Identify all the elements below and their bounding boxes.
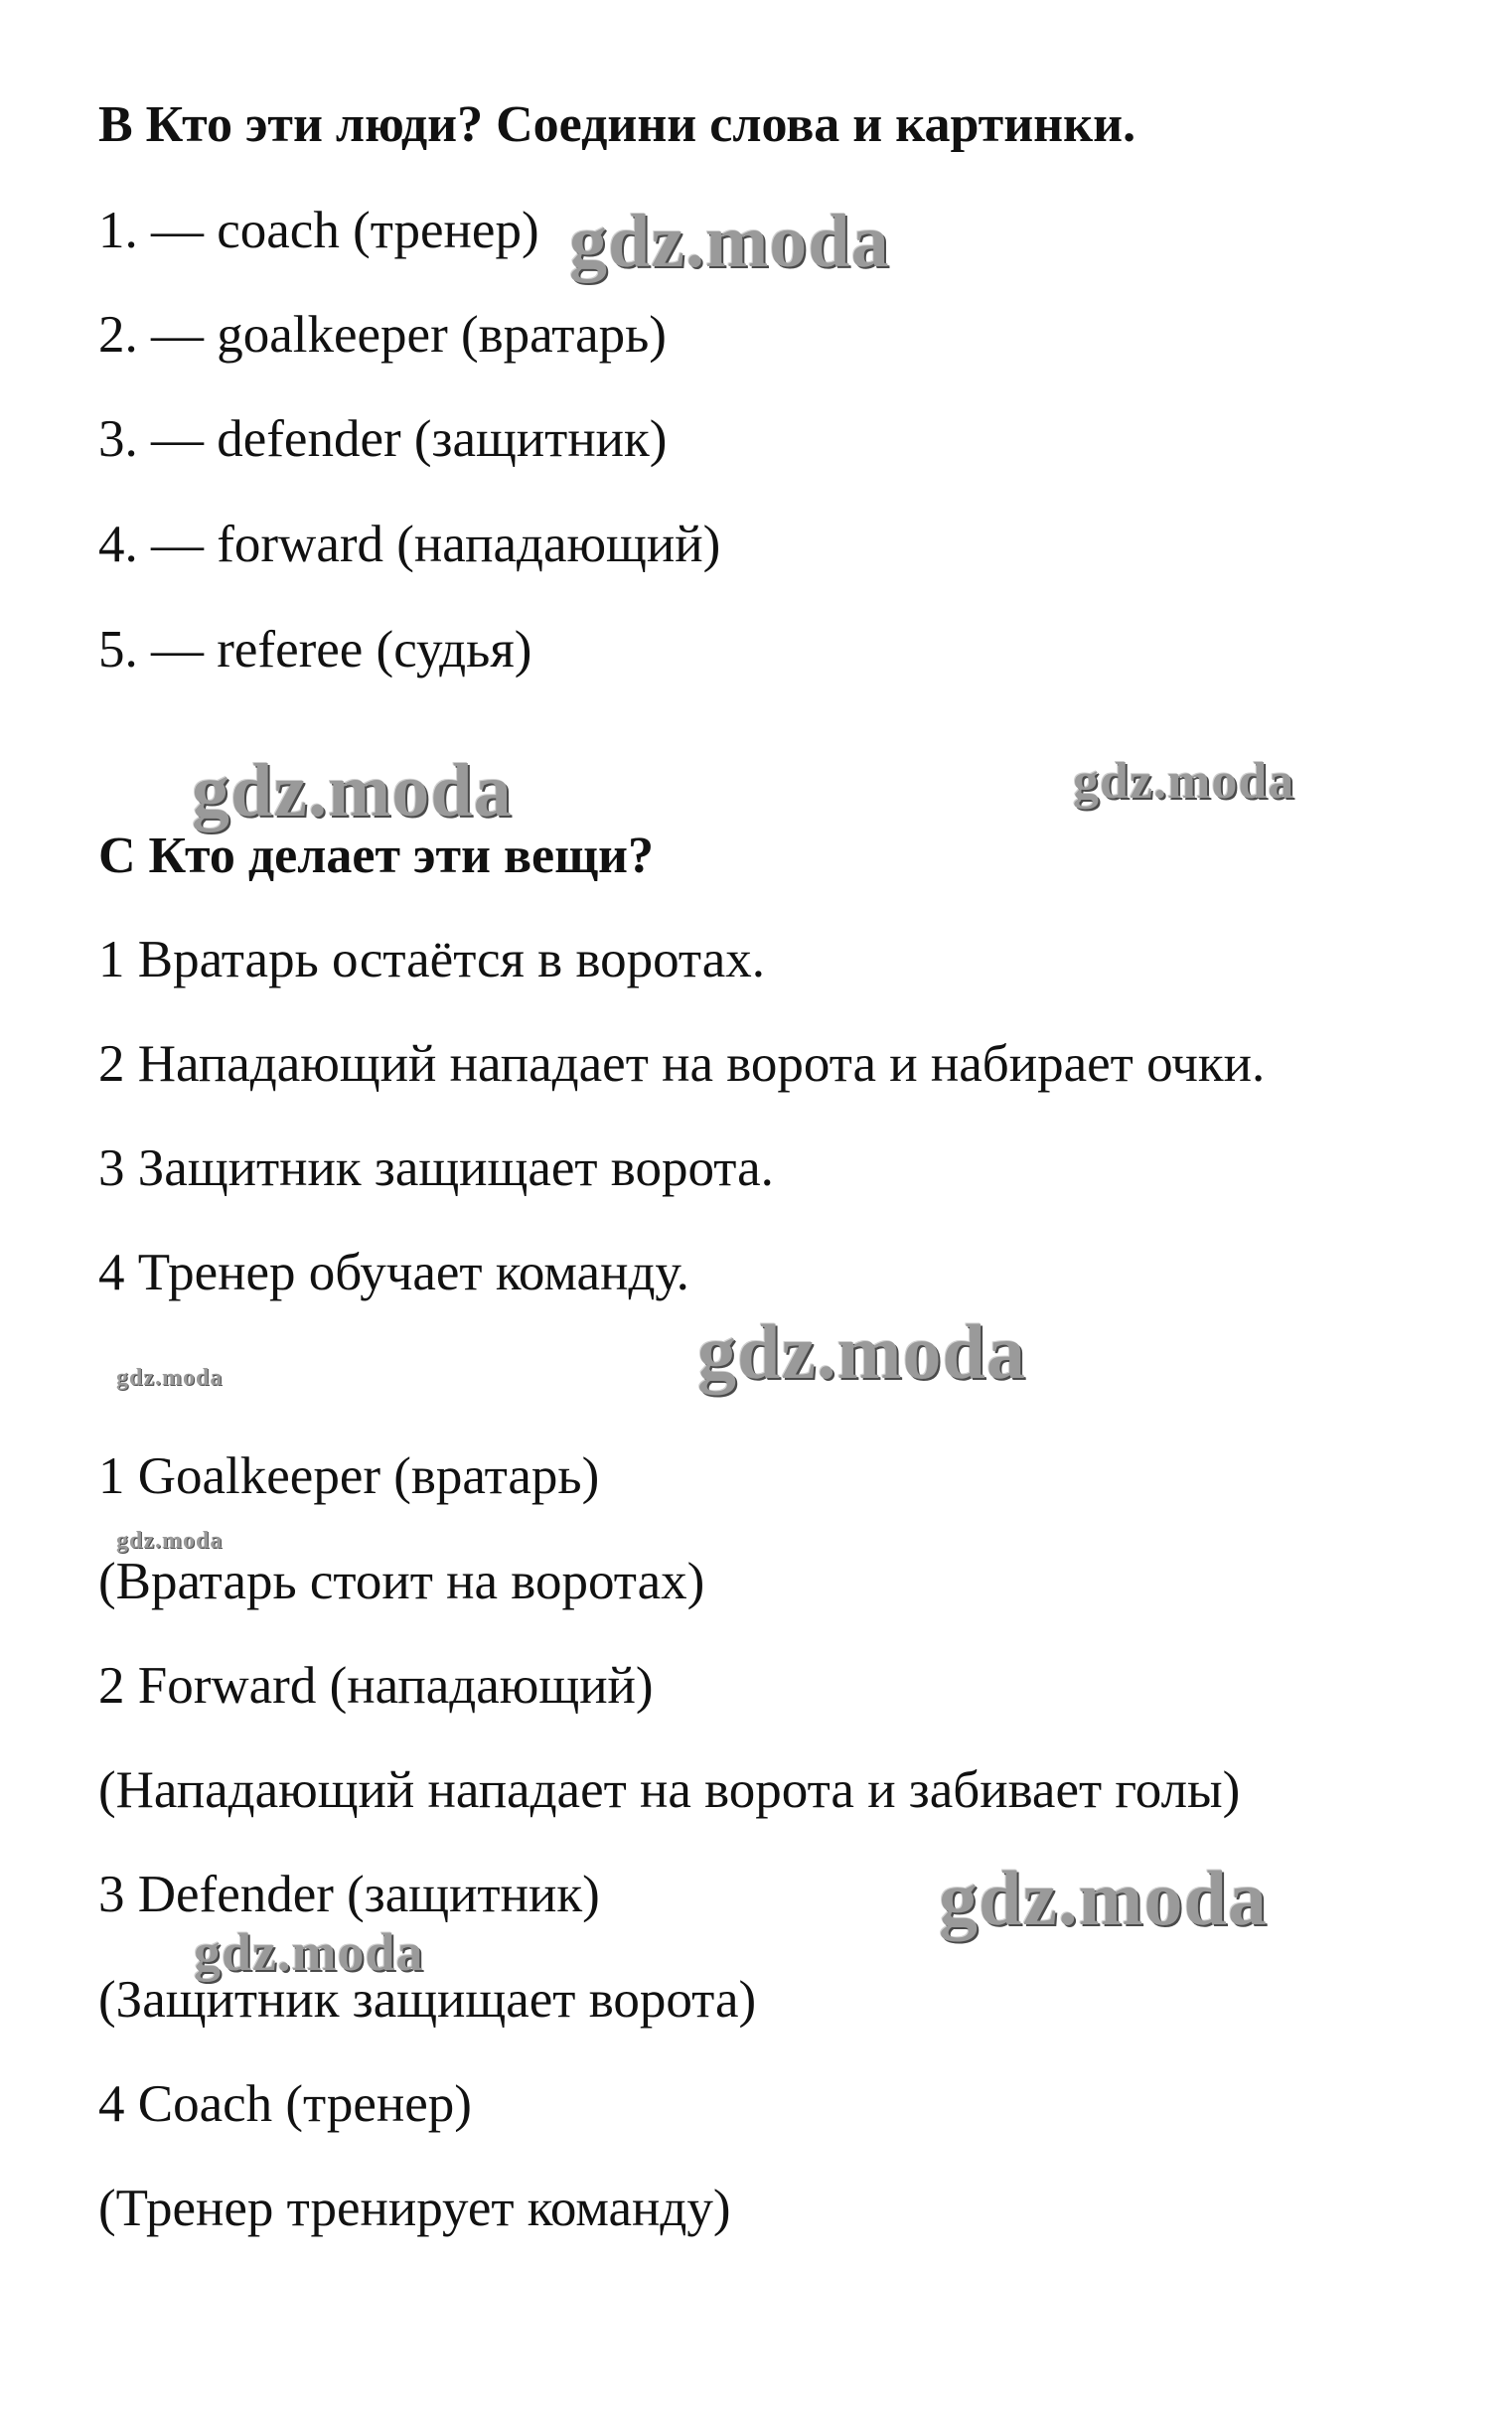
section-c-item-1: 1 Вратарь остаётся в воротах. xyxy=(98,931,765,988)
watermark-logo: gdz.moda xyxy=(569,200,890,283)
section-b-item-1: 1. — coach (тренер) xyxy=(98,202,539,259)
answer-1-title: 1 Goalkeeper (вратарь) xyxy=(98,1447,600,1505)
answer-3-desc: (Защитник защищает ворота) xyxy=(98,1971,757,2029)
section-c-item-4: 4 Тренер обучает команду. xyxy=(98,1244,689,1301)
watermark-logo: gdz.moda xyxy=(697,1308,1026,1395)
watermark-logo: gdz.moda xyxy=(116,1365,224,1391)
section-b-item-4: 4. — forward (нападающий) xyxy=(98,516,721,573)
answer-3-title: 3 Defender (защитник) xyxy=(98,1866,600,1923)
answer-4-title: 4 Coach (тренер) xyxy=(98,2075,472,2133)
section-b-item-2: 2. — goalkeeper (вратарь) xyxy=(98,306,667,364)
section-c-title: С Кто делает эти вещи? xyxy=(98,828,654,884)
answer-2-desc: (Нападающий нападает на ворота и забивает голы) xyxy=(98,1761,1241,1819)
section-c-item-3: 3 Защитник защищает ворота. xyxy=(98,1139,774,1197)
answer-2-title: 2 Forward (нападающий) xyxy=(98,1657,654,1715)
answer-1-desc: (Вратарь стоит на воротах) xyxy=(98,1553,705,1610)
answer-4-desc: (Тренер тренирует команду) xyxy=(98,2180,731,2237)
section-b-item-3: 3. — defender (защитник) xyxy=(98,410,668,468)
watermark-logo: gdz.moda xyxy=(194,1922,424,1982)
section-b-title: В Кто эти люди? Соедини слова и картинки. xyxy=(98,96,1136,153)
section-c-item-2: 2 Нападающий нападает на ворота и набирает очки. xyxy=(98,1035,1266,1093)
section-b-item-5: 5. — referee (судья) xyxy=(98,621,532,679)
watermark-logo: gdz.moda xyxy=(116,1528,224,1554)
watermark-logo: gdz.moda xyxy=(1073,753,1295,810)
watermark-logo: gdz.moda xyxy=(939,1855,1268,1941)
watermark-logo: gdz.moda xyxy=(192,749,513,832)
